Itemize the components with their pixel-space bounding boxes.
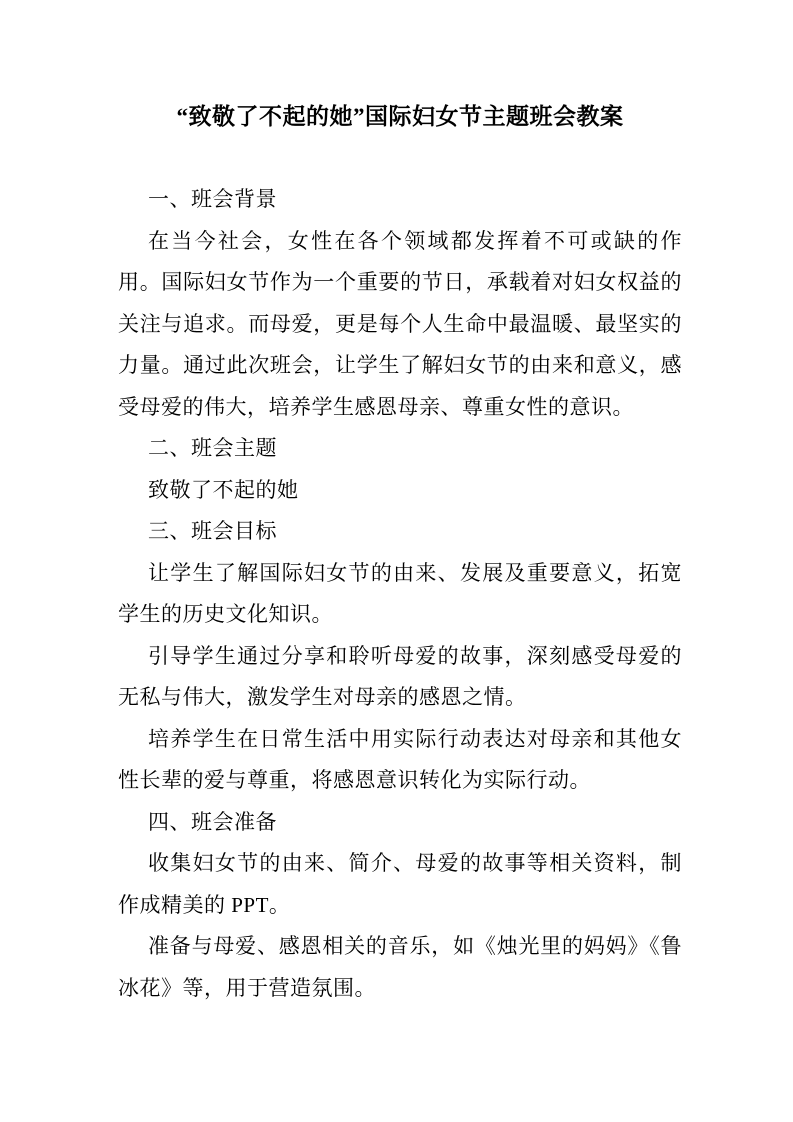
paragraph-prep-2: 准备与母爱、感恩相关的音乐，如《烛光里的妈妈》《鲁冰花》等，用于营造氛围。 (118, 934, 682, 1000)
section-heading-2: 二、班会主题 (148, 436, 277, 460)
paragraph-background: 在当今社会，女性在各个领域都发挥着不可或缺的作用。国际妇女节作为一个重要的节日，承载着对妇女权益的关注与追求。而母爱，更是每个人生命中最温暖、最坚实的力量。通过此次班会，让学生了解妇女节的由来和意义，感受母爱的伟大，培养学生感恩母亲、尊重女性的意识。 (118, 228, 682, 419)
paragraph-theme: 致敬了不起的她 (148, 477, 299, 502)
section-heading-1: 一、班会背景 (148, 187, 277, 211)
paragraph-goal-3: 培养学生在日常生活中用实际行动表达对母亲和其他女性长辈的爱与尊重，将感恩意识转化为实际行动。 (118, 726, 682, 792)
paragraph-prep-1: 收集妇女节的由来、简介、母爱的故事等相关资料，制作成精美的 PPT。 (118, 851, 682, 917)
paragraph-goal-1: 让学生了解国际妇女节的由来、发展及重要意义，拓宽学生的历史文化知识。 (118, 560, 682, 626)
paragraph-goal-2: 引导学生通过分享和聆听母爱的故事，深刻感受母爱的无私与伟大，激发学生对母亲的感恩之情。 (118, 643, 682, 709)
document-title: “致敬了不起的她”国际妇女节主题班会教案 (176, 104, 624, 129)
section-heading-3: 三、班会目标 (148, 519, 277, 543)
section-heading-4: 四、班会准备 (148, 809, 277, 834)
